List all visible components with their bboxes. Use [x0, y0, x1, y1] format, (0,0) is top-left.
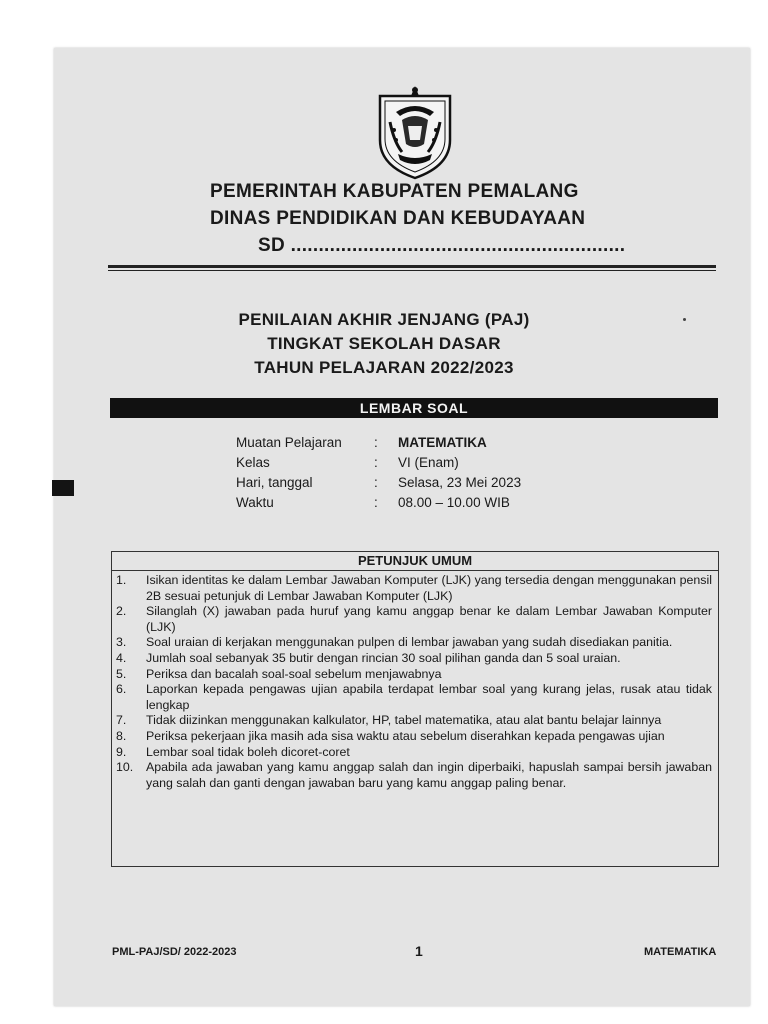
info-value: MATEMATIKA	[398, 434, 487, 450]
info-label: Hari, tanggal	[236, 474, 313, 490]
item-text: Laporkan kepada pengawas ujian apabila terdapat lembar soal yang kurang jelas, rusak atau tidak lengkap	[146, 682, 712, 712]
footer-code: PML-PAJ/SD/ 2022-2023	[112, 946, 237, 958]
list-item	[112, 745, 712, 761]
list-item	[112, 651, 712, 667]
exam-level: TINGKAT SEKOLAH DASAR	[267, 334, 501, 353]
instructions-box	[111, 551, 719, 867]
item-text: Periksa pekerjaan jika masih ada sisa waktu atau sebelum diserahkan kepada pengawas ujian	[146, 728, 665, 743]
list-item	[112, 760, 712, 791]
info-value: VI (Enam)	[398, 454, 459, 470]
speck-mark	[683, 318, 686, 321]
item-text: Apabila ada jawaban yang kamu anggap salah dan ingin diperbaiki, hapuslah sampai bersih jawaban yang salah dan ganti dengan jawaban baru yang kamu anggap paling benar.	[146, 760, 712, 790]
info-label: Muatan Pelajaran	[236, 434, 342, 450]
item-number: 6.	[116, 682, 127, 697]
item-text: Silanglah (X) jawaban pada huruf yang kamu anggap benar ke dalam Lembar Jawaban Komputer (LJK)	[146, 604, 712, 634]
info-row-subject	[236, 432, 521, 452]
exam-info	[236, 432, 521, 512]
footer-subject: MATEMATIKA	[644, 946, 717, 958]
info-colon: :	[374, 474, 378, 490]
info-colon: :	[374, 454, 378, 470]
info-colon: :	[374, 434, 378, 450]
info-value: 08.00 – 10.00 WIB	[398, 494, 510, 510]
exam-title: PENILAIAN AKHIR JENJANG (PAJ)	[238, 310, 530, 329]
list-item	[112, 713, 712, 729]
item-number: 10.	[116, 760, 134, 775]
info-row-class	[236, 452, 521, 472]
item-text: Soal uraian di kerjakan menggunakan pulpen di lembar jawaban yang sudah disediakan panitia.	[146, 635, 673, 650]
item-number: 2.	[116, 604, 127, 619]
pemalang-regency-crest-icon	[372, 82, 458, 180]
header-rule-thin	[108, 270, 716, 271]
instructions-heading: PETUNJUK UMUM	[112, 552, 718, 571]
section-banner: LEMBAR SOAL	[110, 398, 718, 418]
item-number: 4.	[116, 650, 127, 665]
info-label: Waktu	[236, 494, 274, 510]
item-text: Lembar soal tidak boleh dicoret-coret	[146, 744, 350, 759]
header-school: SD ............................................................	[258, 235, 626, 256]
header-department: DINAS PENDIDIKAN DAN KEBUDAYAAN	[210, 208, 586, 229]
list-item	[112, 604, 712, 635]
info-row-date	[236, 472, 521, 492]
header-government: PEMERINTAH KABUPATEN PEMALANG	[210, 181, 579, 202]
item-text: Periksa dan bacalah soal-soal sebelum menjawabnya	[146, 666, 442, 681]
list-item	[112, 682, 712, 713]
item-number: 5.	[116, 666, 127, 681]
page-number: 1	[415, 943, 423, 959]
exam-year: TAHUN PELAJARAN 2022/2023	[254, 358, 514, 377]
info-label: Kelas	[236, 454, 270, 470]
item-text: Isikan identitas ke dalam Lembar Jawaban Komputer (LJK) yang tersedia dengan menggunakan pensil 2B sesuai petunjuk di Lembar Jawaban Komputer (LJK)	[146, 573, 712, 603]
item-number: 8.	[116, 728, 127, 743]
item-number: 7.	[116, 713, 127, 728]
item-text: Jumlah soal sebanyak 35 butir dengan rincian 30 soal pilihan ganda dan 5 soal uraian.	[146, 650, 621, 665]
list-item	[112, 729, 712, 745]
list-item	[112, 667, 712, 683]
info-value: Selasa, 23 Mei 2023	[398, 474, 522, 490]
item-number: 3.	[116, 635, 127, 650]
list-item	[112, 573, 712, 604]
item-number: 1.	[116, 573, 127, 587]
item-number: 9.	[116, 744, 127, 759]
instructions-list	[112, 571, 718, 791]
list-item	[112, 635, 712, 651]
binding-mark	[52, 480, 74, 496]
info-colon: :	[374, 494, 378, 510]
header-rule-thick	[108, 265, 716, 268]
info-row-time	[236, 492, 521, 512]
item-text: Tidak diizinkan menggunakan kalkulator, HP, tabel matematika, atau alat bantu belajar lainnya	[146, 713, 662, 728]
